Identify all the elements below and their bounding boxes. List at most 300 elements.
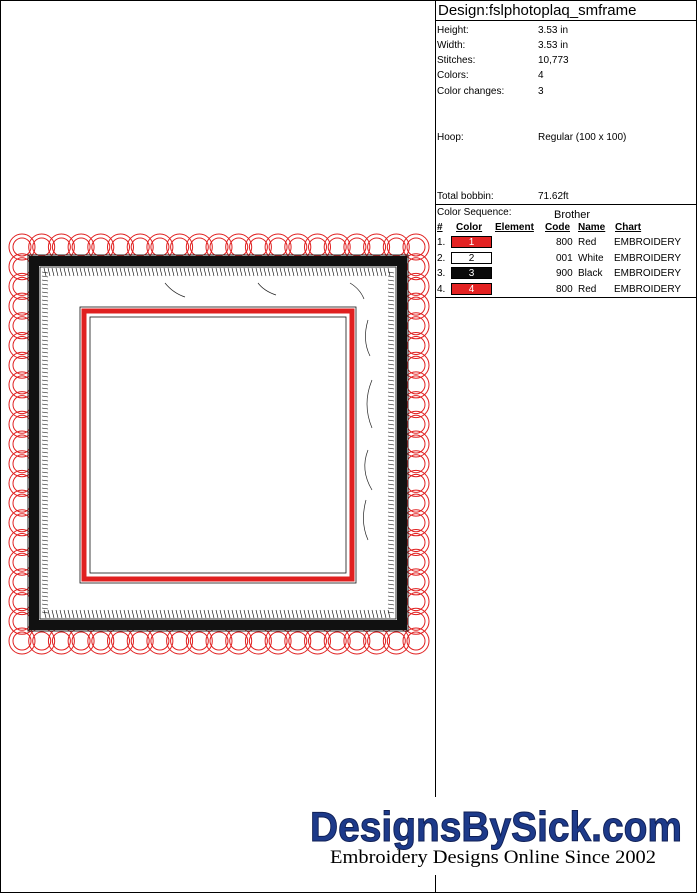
satin-stitch: [42, 352, 48, 353]
satin-stitch: [144, 610, 146, 618]
satin-stitch: [272, 610, 274, 618]
satin-stitch: [388, 376, 394, 377]
satin-stitch: [272, 268, 274, 276]
satin-stitch: [388, 576, 394, 577]
satin-stitch: [224, 268, 226, 276]
satin-stitch: [388, 360, 394, 361]
satin-stitch: [42, 460, 48, 461]
satin-stitch: [168, 268, 170, 276]
satin-stitch: [42, 484, 48, 485]
satin-stitch: [42, 536, 48, 537]
satin-stitch: [388, 300, 394, 301]
satin-stitch: [42, 292, 48, 293]
color-changes-value: 3: [538, 86, 544, 97]
hoop-value: Regular (100 x 100): [538, 132, 627, 143]
satin-stitch: [388, 292, 394, 293]
stitches-label: Stitches:: [437, 55, 476, 66]
width-value: 3.53 in: [538, 40, 569, 51]
satin-stitch: [388, 548, 394, 549]
row-number: 2.: [437, 252, 446, 264]
satin-stitch: [42, 308, 48, 309]
satin-stitch: [88, 610, 90, 618]
satin-stitch: [204, 268, 206, 276]
satin-stitch: [328, 268, 330, 276]
satin-stitch: [308, 610, 310, 618]
satin-stitch: [42, 500, 48, 501]
colors-label: Colors:: [437, 70, 469, 81]
satin-stitch: [42, 380, 48, 381]
bobbin-value: 71.62ft: [538, 191, 569, 202]
satin-stitch: [42, 504, 48, 505]
satin-stitch: [42, 528, 48, 529]
satin-stitch: [124, 268, 126, 276]
satin-stitch: [388, 440, 394, 441]
thread-chart: EMBROIDERY: [614, 237, 682, 248]
satin-stitch: [184, 268, 186, 276]
satin-stitch: [388, 412, 394, 413]
satin-stitch: [388, 320, 394, 321]
color-swatch: 4: [451, 283, 492, 295]
color-sequence-label: Color Sequence:: [437, 207, 512, 218]
satin-stitch: [44, 610, 46, 618]
satin-stitch: [160, 268, 162, 276]
row-number: 1.: [437, 237, 446, 248]
satin-stitch: [388, 608, 394, 609]
satin-stitch: [316, 610, 318, 618]
satin-stitch: [388, 384, 394, 385]
satin-stitch: [180, 268, 182, 276]
satin-stitch: [388, 308, 394, 309]
col-code-header: Code: [545, 222, 570, 233]
satin-stitch: [388, 540, 394, 541]
satin-stitch: [300, 610, 302, 618]
satin-stitch: [388, 496, 394, 497]
satin-stitch: [42, 412, 48, 413]
satin-stitch: [252, 268, 254, 276]
thread-chart: EMBROIDERY: [614, 283, 682, 295]
satin-stitch: [388, 568, 394, 569]
satin-stitch: [42, 344, 48, 345]
satin-stitch: [42, 440, 48, 441]
satin-stitch: [388, 468, 394, 469]
satin-stitch: [42, 532, 48, 533]
satin-stitch: [148, 610, 150, 618]
satin-stitch: [388, 368, 394, 369]
satin-stitch: [264, 268, 266, 276]
satin-stitch: [68, 268, 70, 276]
satin-stitch: [244, 268, 246, 276]
satin-stitch: [42, 396, 48, 397]
satin-stitch: [42, 300, 48, 301]
satin-stitch: [92, 268, 94, 276]
satin-stitch: [42, 336, 48, 337]
stitches-value: 10,773: [538, 55, 569, 66]
satin-stitch: [104, 268, 106, 276]
scallop-border: [9, 234, 429, 654]
satin-stitch: [340, 268, 342, 276]
satin-stitch: [388, 288, 394, 289]
satin-stitch: [42, 524, 48, 525]
satin-stitch: [388, 476, 394, 477]
thread-code: 001: [556, 252, 573, 264]
satin-stitch: [42, 284, 48, 285]
satin-stitch: [348, 268, 350, 276]
satin-stitch: [42, 572, 48, 573]
satin-stitch: [388, 388, 394, 389]
satin-stitch: [368, 268, 370, 276]
satin-stitch: [128, 268, 130, 276]
satin-stitch: [42, 560, 48, 561]
satin-stitch: [84, 268, 86, 276]
satin-stitch: [244, 610, 246, 618]
satin-stitch: [42, 520, 48, 521]
satin-stitch: [208, 268, 210, 276]
satin-stitch: [42, 596, 48, 597]
satin-stitch: [240, 268, 242, 276]
thread-name: Red: [578, 237, 597, 248]
row-number: 4.: [437, 283, 446, 295]
satin-stitch: [388, 464, 394, 465]
satin-stitch: [148, 268, 150, 276]
satin-stitch: [340, 610, 342, 618]
satin-stitch: [42, 432, 48, 433]
satin-stitch: [96, 268, 98, 276]
title-divider: [435, 20, 696, 21]
satin-stitch: [388, 340, 394, 341]
satin-stitch: [384, 610, 386, 618]
satin-stitch: [388, 420, 394, 421]
satin-stitch: [268, 268, 270, 276]
satin-stitch: [42, 472, 48, 473]
satin-stitch: [42, 496, 48, 497]
color-changes-label: Color changes:: [437, 86, 505, 97]
satin-stitch: [224, 610, 226, 618]
satin-stitch: [388, 512, 394, 513]
satin-stitch: [388, 452, 394, 453]
satin-stitch: [42, 556, 48, 557]
satin-stitch: [56, 268, 58, 276]
satin-stitch: [380, 268, 382, 276]
satin-stitch: [176, 610, 178, 618]
satin-stitch: [42, 348, 48, 349]
satin-stitch: [388, 276, 394, 277]
colors-value: 4: [538, 70, 544, 81]
satin-stitch: [204, 610, 206, 618]
satin-stitch: [42, 464, 48, 465]
satin-stitch: [344, 268, 346, 276]
satin-stitch: [284, 268, 286, 276]
satin-stitch: [260, 268, 262, 276]
satin-stitch: [108, 268, 110, 276]
color-sequence-row: [436, 236, 694, 251]
satin-stitch: [42, 360, 48, 361]
satin-stitch: [228, 610, 230, 618]
satin-stitch: [332, 610, 334, 618]
satin-stitch: [260, 610, 262, 618]
satin-stitch: [42, 332, 48, 333]
logo-graphic: [306, 797, 688, 875]
satin-stitch: [136, 610, 138, 618]
satin-stitch: [100, 610, 102, 618]
satin-stitch: [388, 610, 390, 618]
satin-stitch: [42, 320, 48, 321]
satin-stitch: [42, 312, 48, 313]
satin-stitch: [42, 436, 48, 437]
satin-stitch: [284, 610, 286, 618]
thread-name: White: [578, 252, 604, 264]
satin-stitch: [264, 610, 266, 618]
satin-stitch: [308, 268, 310, 276]
satin-stitch: [388, 544, 394, 545]
satin-stitch: [388, 492, 394, 493]
height-value: 3.53 in: [538, 25, 569, 36]
height-label: Height:: [437, 25, 469, 36]
satin-stitch: [388, 408, 394, 409]
satin-stitch: [180, 610, 182, 618]
satin-stitch: [388, 400, 394, 401]
satin-stitch: [388, 588, 394, 589]
satin-stitch: [388, 332, 394, 333]
satin-stitch: [388, 284, 394, 285]
satin-stitch: [42, 372, 48, 373]
satin-stitch: [52, 610, 54, 618]
satin-stitch: [292, 610, 294, 618]
satin-stitch: [388, 380, 394, 381]
thread-name: Black: [578, 268, 603, 279]
satin-stitch: [312, 610, 314, 618]
satin-stitch: [200, 610, 202, 618]
satin-stitch: [356, 268, 358, 276]
satin-stitch: [300, 268, 302, 276]
satin-stitch: [42, 588, 48, 589]
satin-stitch: [388, 460, 394, 461]
satin-stitch: [388, 572, 394, 573]
satin-stitch: [292, 268, 294, 276]
satin-stitch: [388, 564, 394, 565]
satin-stitch: [220, 268, 222, 276]
satin-stitch: [80, 610, 82, 618]
satin-stitch: [388, 600, 394, 601]
satin-stitch: [388, 536, 394, 537]
satin-stitch: [42, 584, 48, 585]
thread-chart: EMBROIDERY: [614, 252, 682, 264]
satin-stitch: [42, 392, 48, 393]
satin-stitch: [156, 268, 158, 276]
satin-stitch: [388, 596, 394, 597]
satin-stitch: [212, 610, 214, 618]
logo-brand-text: DesignsBySick.com: [310, 803, 682, 850]
satin-stitch: [388, 324, 394, 325]
satin-stitch: [64, 610, 66, 618]
satin-stitch: [388, 556, 394, 557]
thread-code: 800: [556, 283, 573, 295]
satin-stitch: [324, 610, 326, 618]
satin-stitch: [288, 610, 290, 618]
satin-stitch: [42, 296, 48, 297]
satin-stitch: [388, 444, 394, 445]
satin-stitch: [42, 388, 48, 389]
satin-stitch: [220, 610, 222, 618]
satin-stitch: [42, 400, 48, 401]
row-number: 3.: [437, 268, 446, 279]
satin-stitch: [76, 268, 78, 276]
satin-stitch: [388, 428, 394, 429]
satin-stitch: [42, 304, 48, 305]
satin-stitch: [276, 268, 278, 276]
red-photo-frame: [80, 307, 356, 583]
satin-stitch: [248, 268, 250, 276]
satin-stitch: [388, 348, 394, 349]
satin-stitch: [388, 344, 394, 345]
satin-stitch: [42, 404, 48, 405]
satin-stitch: [280, 268, 282, 276]
color-sequence-row: [436, 252, 694, 267]
satin-stitch: [60, 610, 62, 618]
satin-stitch: [388, 560, 394, 561]
satin-stitch: [42, 548, 48, 549]
satin-stitch: [376, 268, 378, 276]
width-label: Width:: [437, 40, 466, 51]
satin-stitch: [144, 268, 146, 276]
color-swatch: 2: [451, 252, 492, 264]
satin-stitch: [388, 504, 394, 505]
satin-stitch: [256, 610, 258, 618]
satin-stitch: [42, 576, 48, 577]
satin-stitch: [64, 268, 66, 276]
satin-stitch: [388, 500, 394, 501]
satin-stitch: [42, 468, 48, 469]
satin-stitch: [376, 610, 378, 618]
satin-stitch: [156, 610, 158, 618]
satin-stitch: [328, 610, 330, 618]
satin-stitch: [388, 304, 394, 305]
satin-stitch: [72, 268, 74, 276]
satin-stitch: [42, 276, 48, 277]
satin-stitch: [80, 268, 82, 276]
satin-stitch: [188, 610, 190, 618]
satin-stitch: [196, 610, 198, 618]
satin-stitch: [388, 404, 394, 405]
satin-stitch: [196, 268, 198, 276]
satin-stitch: [296, 610, 298, 618]
satin-stitch: [316, 268, 318, 276]
satin-stitch: [364, 268, 366, 276]
satin-stitch: [388, 372, 394, 373]
satin-stitch: [42, 340, 48, 341]
satin-stitch: [112, 610, 114, 618]
satin-stitch: [388, 396, 394, 397]
satin-stitch: [42, 444, 48, 445]
satin-stitch: [200, 268, 202, 276]
satin-stitch: [132, 268, 134, 276]
satin-stitch: [388, 488, 394, 489]
satin-stitch: [42, 488, 48, 489]
satin-stitch: [368, 610, 370, 618]
satin-stitch: [42, 328, 48, 329]
satin-stitch: [304, 610, 306, 618]
satin-stitch: [388, 328, 394, 329]
satin-stitch: [48, 610, 50, 618]
col-num-header: #: [437, 222, 443, 233]
satin-stitch: [42, 600, 48, 601]
satin-stitch: [232, 268, 234, 276]
satin-stitch: [336, 268, 338, 276]
satin-stitch: [42, 568, 48, 569]
thread-name: Red: [578, 283, 597, 295]
satin-stitch: [68, 610, 70, 618]
thread-chart: EMBROIDERY: [614, 268, 682, 279]
satin-stitch: [256, 268, 258, 276]
satin-stitch: [42, 516, 48, 517]
satin-stitch: [42, 456, 48, 457]
satin-stitch: [84, 610, 86, 618]
satin-stitch: [364, 610, 366, 618]
satin-stitch: [42, 288, 48, 289]
satin-stitch: [348, 610, 350, 618]
satin-stitch: [42, 608, 48, 609]
panel-divider: [435, 0, 436, 893]
satin-stitch: [388, 316, 394, 317]
satin-stitch: [172, 268, 174, 276]
sequence-divider: [435, 204, 696, 205]
satin-stitch: [42, 508, 48, 509]
satin-stitch: [388, 356, 394, 357]
satin-stitch: [248, 610, 250, 618]
satin-stitch: [112, 268, 114, 276]
satin-stitch: [388, 364, 394, 365]
satin-stitch: [152, 610, 154, 618]
satin-stitch: [388, 424, 394, 425]
satin-stitch: [388, 592, 394, 593]
satin-stitch: [108, 610, 110, 618]
satin-stitch: [228, 268, 230, 276]
satin-stitch: [42, 280, 48, 281]
satin-stitch: [312, 268, 314, 276]
satin-stitch: [388, 296, 394, 297]
satin-stitch: [388, 456, 394, 457]
satin-stitch: [168, 610, 170, 618]
satin-stitch: [42, 376, 48, 377]
satin-stitch: [104, 610, 106, 618]
satin-stitch: [388, 416, 394, 417]
satin-stitch: [76, 610, 78, 618]
satin-stitch: [42, 368, 48, 369]
satin-stitch: [388, 480, 394, 481]
col-chart-header: Chart: [615, 222, 642, 233]
satin-stitch: [324, 268, 326, 276]
color-sequence-row: [436, 267, 694, 282]
satin-stitch: [240, 610, 242, 618]
satin-stitch: [388, 352, 394, 353]
satin-stitch: [42, 492, 48, 493]
satin-stitch: [216, 268, 218, 276]
satin-stitch: [188, 268, 190, 276]
satin-stitch: [288, 268, 290, 276]
satin-stitch: [320, 610, 322, 618]
satin-stitch: [388, 516, 394, 517]
satin-stitch: [42, 416, 48, 417]
thread-code: 800: [556, 237, 573, 248]
satin-stitch: [42, 408, 48, 409]
satin-stitch: [372, 268, 374, 276]
satin-stitch: [236, 268, 238, 276]
color-swatch: 3: [451, 267, 492, 279]
satin-stitch: [388, 584, 394, 585]
satin-stitch: [92, 610, 94, 618]
satin-stitch: [344, 610, 346, 618]
satin-stitch: [42, 564, 48, 565]
satin-stitch: [388, 312, 394, 313]
